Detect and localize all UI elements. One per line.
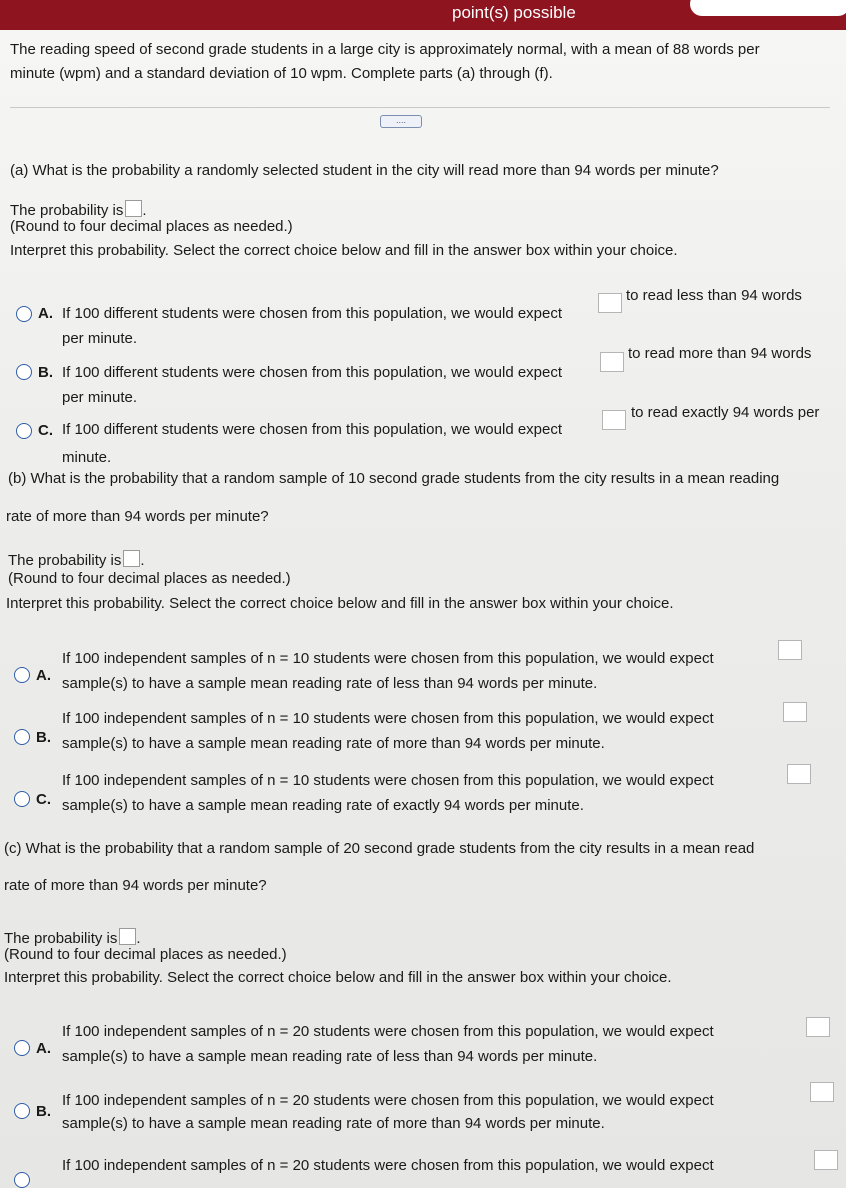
part-c-choice-a-line2: sample(s) to have a sample mean reading rate of less than 94 words per minute. xyxy=(62,1048,598,1065)
part-b-choice-c-text: If 100 independent samples of n = 10 students were chosen from this population, we would expect xyxy=(62,772,714,789)
part-a-choice-c-input[interactable] xyxy=(602,410,626,430)
more-button[interactable]: .... xyxy=(380,115,422,128)
part-b-choice-b-text: If 100 independent samples of n = 10 students were chosen from this population, we would expect xyxy=(62,710,714,727)
part-c-probability: The probability is . xyxy=(4,930,141,947)
part-a-round-note: (Round to four decimal places as needed.) xyxy=(10,218,293,235)
part-a-prob-input[interactable] xyxy=(125,200,142,217)
part-b-interpret: Interpret this probability. Select the correct choice below and fill in the answer box within your choice. xyxy=(6,595,674,612)
part-c-choice-b-letter: B. xyxy=(36,1103,51,1120)
part-a-choice-a-text: If 100 different students were chosen from this population, we would expect xyxy=(62,305,563,322)
intro-line-1: The reading speed of second grade students in a large city is approximately normal, with a mean of 88 words per xyxy=(10,41,760,58)
top-header-bar xyxy=(0,0,846,30)
part-a-choice-b-line2: per minute. xyxy=(62,389,138,406)
part-b-probability: The probability is . xyxy=(8,552,145,569)
part-b-choice-c-input[interactable] xyxy=(787,764,811,784)
part-b-question-line-1: (b) What is the probability that a random sample of 10 second grade students from the city results in a mean reading xyxy=(8,470,780,487)
part-c-question-line-2: rate of more than 94 words per minute? xyxy=(4,877,267,894)
part-b-prob-label: The probability is xyxy=(8,552,122,569)
part-c-choice-b-text: If 100 independent samples of n = 20 students were chosen from this population, we would expect xyxy=(62,1092,714,1109)
part-b-choice-b-radio[interactable] xyxy=(14,729,30,745)
part-c-choice-a-radio[interactable] xyxy=(14,1040,30,1056)
part-c-choice-a-letter: A. xyxy=(36,1040,51,1057)
part-b-choice-c-radio[interactable] xyxy=(14,791,30,807)
part-c-interpret: Interpret this probability. Select the correct choice below and fill in the answer box within your choice. xyxy=(4,969,672,986)
part-a-interpret: Interpret this probability. Select the correct choice below and fill in the answer box within your choice. xyxy=(10,242,678,259)
intro-line-2: minute (wpm) and a standard deviation of 10 wpm. Complete parts (a) through (f). xyxy=(10,65,553,82)
header-button[interactable] xyxy=(690,0,846,16)
part-c-choice-b-radio[interactable] xyxy=(14,1103,30,1119)
part-a-choice-a-radio[interactable] xyxy=(16,306,32,322)
part-b-prob-input[interactable] xyxy=(123,550,140,567)
part-a-choice-c-letter: C. xyxy=(38,422,53,439)
part-a-choice-b-text: If 100 different students were chosen from this population, we would expect xyxy=(62,364,563,381)
part-b-choice-b-letter: B. xyxy=(36,729,51,746)
part-b-choice-c-letter: C. xyxy=(36,791,51,808)
part-c-choice-a-text: If 100 independent samples of n = 20 students were chosen from this population, we would expect xyxy=(62,1023,714,1040)
part-c-prob-input[interactable] xyxy=(119,928,136,945)
part-b-question-line-2: rate of more than 94 words per minute? xyxy=(6,508,269,525)
part-a-choice-b-radio[interactable] xyxy=(16,364,32,380)
part-a-question: (a) What is the probability a randomly selected student in the city will read more than 94 words per minute? xyxy=(10,162,719,179)
part-c-choice-c-input[interactable] xyxy=(814,1150,838,1170)
part-b-choice-a-radio[interactable] xyxy=(14,667,30,683)
part-a-prob-label: The probability is xyxy=(10,202,124,219)
points-possible-label: point(s) possible xyxy=(452,3,576,22)
part-b-choice-c-line2: sample(s) to have a sample mean reading rate of exactly 94 words per minute. xyxy=(62,797,584,814)
part-a-choice-b-tail: to read more than 94 words xyxy=(628,345,812,362)
part-b-choice-a-line2: sample(s) to have a sample mean reading rate of less than 94 words per minute. xyxy=(62,675,598,692)
part-c-round-note: (Round to four decimal places as needed.) xyxy=(4,946,287,963)
part-a-probability: The probability is . xyxy=(10,202,147,219)
part-a-choice-a-letter: A. xyxy=(38,305,53,322)
part-a-choice-a-tail: to read less than 94 words xyxy=(626,287,802,304)
part-a-choice-c-radio[interactable] xyxy=(16,423,32,439)
part-a-choice-c-text: If 100 different students were chosen from this population, we would expect xyxy=(62,421,563,438)
part-a-choice-b-letter: B. xyxy=(38,364,53,381)
part-b-choice-a-text: If 100 independent samples of n = 10 students were chosen from this population, we would expect xyxy=(62,650,714,667)
part-a-choice-a-line2: per minute. xyxy=(62,330,138,347)
part-c-choice-a-input[interactable] xyxy=(806,1017,830,1037)
part-b-choice-a-letter: A. xyxy=(36,667,51,684)
part-c-question-line-1: (c) What is the probability that a random sample of 20 second grade students from the city results in a mean read xyxy=(4,840,755,857)
divider xyxy=(10,107,830,108)
part-b-choice-b-input[interactable] xyxy=(783,702,807,722)
part-a-choice-c-tail: to read exactly 94 words per xyxy=(631,404,820,421)
part-b-choice-a-input[interactable] xyxy=(778,640,802,660)
part-b-round-note: (Round to four decimal places as needed.) xyxy=(8,570,291,587)
part-c-prob-label: The probability is xyxy=(4,930,118,947)
part-a-choice-a-input[interactable] xyxy=(598,293,622,313)
part-c-choice-b-line2: sample(s) to have a sample mean reading rate of more than 94 words per minute. xyxy=(62,1115,605,1132)
part-c-choice-c-text: If 100 independent samples of n = 20 students were chosen from this population, we would expect xyxy=(62,1157,714,1174)
part-c-choice-c-radio[interactable] xyxy=(14,1172,30,1188)
part-b-choice-b-line2: sample(s) to have a sample mean reading rate of more than 94 words per minute. xyxy=(62,735,605,752)
part-a-choice-c-line2: minute. xyxy=(62,449,112,466)
part-c-choice-b-input[interactable] xyxy=(810,1082,834,1102)
part-a-choice-b-input[interactable] xyxy=(600,352,624,372)
